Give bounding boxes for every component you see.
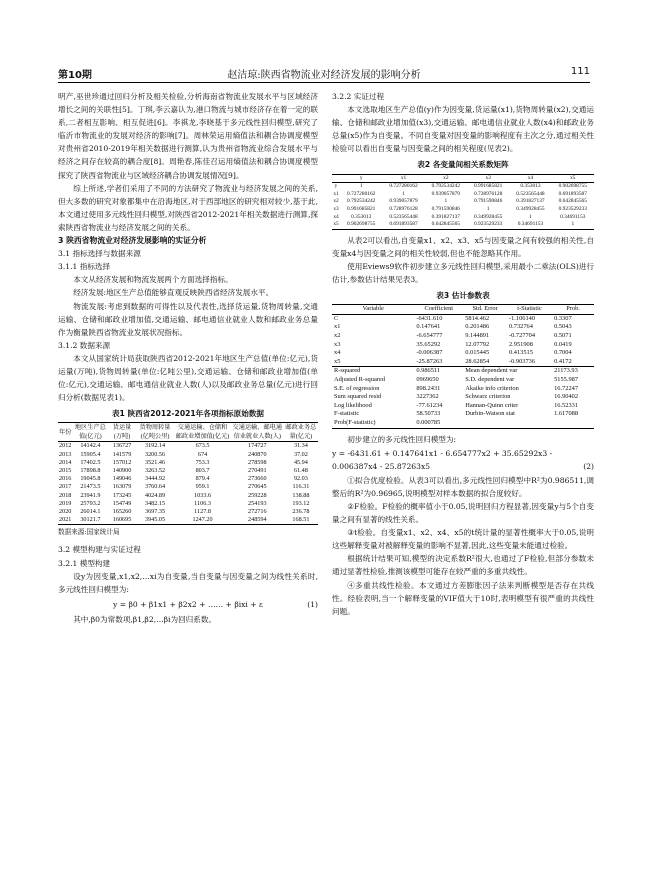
table-header-cell: t-Statistic xyxy=(517,305,542,313)
table-cell: 174727 xyxy=(248,442,267,450)
running-header xyxy=(58,66,590,83)
table-cell: 2016 xyxy=(59,475,72,483)
table-header-cell: x3 xyxy=(485,174,491,181)
table-header-cell: x1 xyxy=(400,174,407,181)
table-cell: 1 xyxy=(486,205,490,212)
stats-row xyxy=(332,376,594,385)
table-row xyxy=(58,492,318,500)
table-header-cell: x4 xyxy=(527,174,534,181)
table-cell: 0.792534242 xyxy=(347,198,376,205)
table-cell: 1033.6 xyxy=(194,491,212,499)
table-row xyxy=(332,323,594,332)
table-cell: 3200.56 xyxy=(144,450,166,458)
table-cell: 17402.5 xyxy=(80,458,101,466)
table-row xyxy=(332,214,594,222)
table-cell: x5 xyxy=(334,357,341,365)
stats-row xyxy=(332,419,594,428)
table-cell: 136727 xyxy=(112,442,132,450)
table-cell: 35.65292 xyxy=(416,340,441,348)
table-cell: 28.62854 xyxy=(465,357,490,365)
table-cell: 45.94 xyxy=(293,458,308,466)
paragraph: ③t检验。自变量x1、x2、x4、x5的t统计量的显著性概率大于0.05,说明这些解释变量对被解释变量的影响不显著,因此,这些变量未能通过检验。 xyxy=(332,528,594,551)
subsubsection-heading: 3.1.2 数据来源 xyxy=(58,340,111,350)
table-cell: 273660 xyxy=(248,475,267,483)
table-cell: 0.902698755 xyxy=(347,221,376,228)
table-header-cell: x5 xyxy=(570,174,576,181)
table-cell: x2 xyxy=(333,198,339,205)
table-header-cell: x2 xyxy=(443,174,449,181)
left-column xyxy=(58,90,318,626)
table-row xyxy=(58,459,318,467)
stats-cell: S.D. dependent var xyxy=(465,375,515,383)
table-source: 数据来源:国家统计局 xyxy=(58,528,120,537)
table-cell: 0.991685821 xyxy=(347,205,376,212)
table-cell: 0.991685821 xyxy=(473,183,503,190)
table-cell: 0.015445 xyxy=(465,349,490,357)
table-cell: 0.7004 xyxy=(554,349,572,357)
table-cell: 0.727280162 xyxy=(389,183,418,190)
table-cell: 21473.5 xyxy=(80,483,101,491)
table-cell: 3444.92 xyxy=(144,475,166,483)
table-cell: 0.3307 xyxy=(554,314,572,322)
table-cell: 240870 xyxy=(248,450,267,458)
stats-cell: 5155.987 xyxy=(554,375,579,383)
stats-cell: Log likelihood xyxy=(334,401,372,409)
table-row xyxy=(58,516,318,525)
table-cell: 2014 xyxy=(59,458,72,466)
subsubsection-heading: 3.2.1 模型构建 xyxy=(58,558,111,568)
running-title: 赵洁琼:陕西省物流业对经济发展的影响分析 xyxy=(227,70,421,81)
paragraph: 本文选取地区生产总值(y)作为因变量,货运量(x1),货物周转量(x2),交通运输、仓储和邮政业增加值(x3),交通运输、邮电通信业就业人数(x4)和邮政业务总量(x5)作为自变量。不同自变量对因变量的影响程度有主次之分,通过相关性检验可以看出自变量与因变量之间的相关程度(见表2)。 xyxy=(332,105,594,154)
equation-line: y = -6431.61 + 0.147641x1 - 6.654777x2 + 35.65292x3 - xyxy=(332,448,553,458)
table-cell: 0.939057879 xyxy=(389,198,418,205)
stats-cell: -77.61234 xyxy=(416,401,443,409)
table-row xyxy=(58,483,318,491)
stats-cell: S.E. of regression xyxy=(334,384,380,392)
table-cell: 0.691893587 xyxy=(558,190,587,197)
table-cell: 2.951908 xyxy=(508,340,533,348)
table-cell: 1247.20 xyxy=(192,516,213,524)
paragraph: 经济发展:地区生产总值能够直观反映陕西省经济发展水平。 xyxy=(73,288,274,298)
table-cell: x1 xyxy=(333,190,339,197)
equation-number: (1) xyxy=(307,599,318,609)
subsubsection-heading: 3.1.1 指标选择 xyxy=(58,262,111,272)
paragraph: 根据统计结果可知,模型的决定系数R²很大,也通过了F检验,但部分参数未通过显著性检验,推测该模型可能存在较严重的多重共线性。 xyxy=(332,554,594,577)
table-row xyxy=(332,183,594,191)
paragraph: 设y为因变量,x1,x2,…xi为自变量,当自变量与因变量之间为线性关系时,多元线性回归模型为: xyxy=(58,571,318,594)
table-cell: -1.106140 xyxy=(508,314,536,322)
table-cell: 19045.8 xyxy=(80,475,101,483)
paragraph: 本文从国家统计局获取陕西省2012-2021年地区生产总值(单位:亿元),货运量(万吨),货物周转量(单位:亿吨公里),交通运输、仓储和邮政业增加值(单位:亿元),交通运输、邮电通信业就业人数(人)以及邮政业务总量(亿元)进行回归分析(数据见表1)。 xyxy=(58,353,318,403)
table-cell: 173245 xyxy=(112,491,132,499)
table-cell: 0.791590846 xyxy=(431,205,460,212)
table-cell: -6431.610 xyxy=(416,314,443,322)
stats-cell: R-squared xyxy=(334,367,361,375)
table-estimates xyxy=(332,304,594,428)
table-cell: 0.923529233 xyxy=(558,205,587,212)
table-header-cell: Variable xyxy=(362,305,384,313)
table-cell: 0.523565448 xyxy=(389,213,418,220)
stats-cell: 16.72247 xyxy=(554,384,579,392)
table-cell: 1 xyxy=(402,190,405,197)
table-cell: -0.903736 xyxy=(508,357,536,365)
stats-cell: F-statistic xyxy=(334,410,360,418)
table-cell: x3 xyxy=(334,340,341,348)
table-row xyxy=(58,475,318,483)
table-cell: x3 xyxy=(333,205,339,212)
table-cell: 0.902698755 xyxy=(558,183,587,190)
stats-cell: Hannan-Quinn criter xyxy=(465,401,519,409)
table-header-cell: 邮政业务总量(亿元) xyxy=(285,424,317,441)
section-heading: 3 陕西省物流业对经济发展影响的实证分析 xyxy=(58,236,207,246)
table-cell: 25793.2 xyxy=(80,499,101,507)
table-cell: 17898.8 xyxy=(80,466,101,474)
equation-text: y = β0 + β1x1 + β2x2 + …… + βixi + ε xyxy=(113,599,263,609)
table-cell: 0.727280162 xyxy=(347,190,376,197)
table-cell: 0.792534242 xyxy=(431,183,460,190)
table-row xyxy=(58,500,318,508)
table-cell: -6.654777 xyxy=(416,331,443,339)
paragraph: 综上所述,学者们采用了不同的方法研究了物流业与经济发展之间的关系,但大多数的研究对象都集中在沿海地区,对于西部地区的研究相对较少,基于此,本文通过使用多元线性回归模型,对陕西省2012-2021年相关数据进行测算,探索陕西省物流业与经济发展之间的关系。 xyxy=(58,183,318,232)
table-cell: 278598 xyxy=(248,458,267,466)
stats-row xyxy=(332,385,594,394)
table-row xyxy=(58,467,318,475)
table-caption: 表3 估计参数表 xyxy=(436,291,490,301)
subsubsection-heading: 3.2.2 实证过程 xyxy=(332,92,385,101)
table-cell: 270491 xyxy=(248,466,267,474)
table-cell: 160695 xyxy=(112,516,132,524)
table-cell: 0.413515 xyxy=(508,349,533,357)
table-cell: 1 xyxy=(529,213,532,220)
table-cell: 3697.35 xyxy=(144,507,166,515)
table-row xyxy=(58,451,318,459)
table-cell: x2 xyxy=(334,331,341,339)
table-cell: 157012 xyxy=(112,458,132,466)
table-cell: 26014.1 xyxy=(80,507,101,515)
table-cell: 2021 xyxy=(59,516,72,524)
table-cell: 959.1 xyxy=(195,483,210,491)
table-row xyxy=(332,221,594,229)
table-cell: 1 xyxy=(444,198,448,205)
table-cell: 270645 xyxy=(248,483,267,491)
table-cell: 1127.8 xyxy=(194,507,211,515)
table-cell: 0.728976128 xyxy=(389,205,418,212)
table-row xyxy=(58,508,318,516)
table-cell: 248594 xyxy=(248,516,267,524)
table-cell: -0.006387 xyxy=(416,349,443,357)
stats-cell: 21173.93 xyxy=(554,367,578,375)
stats-cell: 0969650 xyxy=(416,375,439,383)
table-cell: 1106.3 xyxy=(194,499,211,507)
table-cell: 236.78 xyxy=(292,507,310,515)
table-cell: 4024.89 xyxy=(144,491,166,499)
table-cell: 674 xyxy=(197,450,208,458)
table-cell: x4 xyxy=(334,349,341,357)
table-cell: 0.939057879 xyxy=(431,190,460,197)
stats-cell: 1.617088 xyxy=(554,410,579,418)
table-cell: -0.727704 xyxy=(508,331,536,339)
table-cell: 141579 xyxy=(112,450,132,458)
table-cell: 259228 xyxy=(248,491,267,499)
equation-line: 0.006387x4 - 25.87263x5 xyxy=(332,461,431,471)
stats-cell: 16.52331 xyxy=(554,401,579,409)
subsection-heading: 3.1 指标选择与数据来源 xyxy=(58,249,141,259)
table-caption: 表1 陕西省2012-2021年各项指标原始数据 xyxy=(111,409,265,419)
table-cell: 0.391827137 xyxy=(516,198,545,205)
table-row xyxy=(332,332,594,341)
stats-cell: Mean dependent var xyxy=(465,367,518,375)
table-header-cell: Coefficient xyxy=(424,305,454,313)
table-cell: 803.7 xyxy=(195,466,210,474)
table-cell: 0.353013 xyxy=(520,183,541,190)
table-cell: 1 xyxy=(571,221,575,228)
table-cell: x1 xyxy=(334,323,341,331)
table-cell: 254193 xyxy=(248,499,267,507)
table-cell: 0.732764 xyxy=(508,323,533,331)
table-header-cell: 货物周转量(亿吨公里) xyxy=(139,424,171,441)
table-cell: 2012 xyxy=(59,442,72,450)
table-header-cell xyxy=(332,174,340,183)
issue-label: 第10期 xyxy=(58,70,92,81)
table-cell: 0.34691153 xyxy=(560,213,586,220)
table-cell: 2013 xyxy=(59,450,72,458)
table-cell: x5 xyxy=(333,221,339,228)
table-cell: 140900 xyxy=(112,466,132,474)
table-cell: 30121.7 xyxy=(80,516,101,524)
paragraph: ④多重共线性检验。本文通过方差膨胀因子法来判断模型是否存在共线性。经验表明,当一个解释变量的VIF值大于10时,表明模型有很严重的共线性问题。 xyxy=(332,580,594,616)
stats-cell: Adjusted R-squared xyxy=(334,375,385,383)
table-cell: 116.31 xyxy=(292,483,310,491)
table-caption: 表2 各变量间相关系数矩阵 xyxy=(417,160,509,170)
table-cell: 15905.4 xyxy=(80,450,101,458)
table-header-cell: y xyxy=(359,174,363,181)
table-cell: 9.144891 xyxy=(465,331,490,339)
stats-cell: 58.50733 xyxy=(416,410,441,418)
table-row xyxy=(332,358,594,367)
table-cell: 0.728976128 xyxy=(473,190,503,197)
table-header-cell: 交通运输、邮电通信业就业人数(人) xyxy=(232,424,283,441)
equation-line-2 xyxy=(332,460,594,473)
table-cell: 0.391827137 xyxy=(431,213,460,220)
table-cell: 193.12 xyxy=(292,499,310,507)
stats-cell: 898.2431 xyxy=(416,384,441,392)
stats-row xyxy=(332,402,594,411)
table-cell: 0.353013 xyxy=(351,213,372,220)
table-row xyxy=(58,442,318,451)
table-cell: 0.523565448 xyxy=(516,190,545,197)
table-row xyxy=(332,198,594,206)
table-cell: 2020 xyxy=(59,507,72,515)
page-number: 111 xyxy=(570,66,590,77)
stats-cell xyxy=(463,419,552,428)
table-cell: -25.87263 xyxy=(416,357,443,365)
table-row xyxy=(332,349,594,358)
table-header-cell: Std. Error xyxy=(472,305,498,313)
table-cell: 2015 xyxy=(59,466,72,474)
table-header-cell: Prob. xyxy=(566,305,580,313)
stats-cell: 3227362 xyxy=(416,393,439,401)
table-cell: 2017 xyxy=(59,483,72,491)
table-row xyxy=(332,206,594,214)
table-cell: 14142.4 xyxy=(80,442,101,450)
stats-cell: Durbin-Watson stat xyxy=(465,410,515,418)
table-cell: 2019 xyxy=(59,499,72,507)
table-cell: 168.51 xyxy=(292,516,310,524)
equation-2 xyxy=(332,447,594,473)
paragraph: ①拟合优度检验。从表3可以看出,多元线性回归模型中R²为0.986511,调整后的R²为0.96965,说明模型对样本数据的拟合度较好。 xyxy=(332,475,594,498)
right-column xyxy=(332,90,594,618)
table-cell: 61.48 xyxy=(293,466,308,474)
table-cell: y xyxy=(334,183,338,190)
stats-cell: 0.000785 xyxy=(416,418,441,426)
paragraph: 本文从经济发展和物流发展两个方面选择指标。 xyxy=(73,275,233,285)
table-cell: 0.4172 xyxy=(554,357,572,365)
table-cell: 0.691893587 xyxy=(389,221,418,228)
stats-cell xyxy=(552,419,594,428)
paragraph: 明产,巫世珍通过回归分析及相关检验,分析海南省物流业发展水平与区域经济增长之间的关联性[5]。丁琪,李云嘉认为,港口物流与城市经济存在着一定的联系,二者相互影响、相互促进[6]。李祺龙,李晓基于多元线性回归模型,研究了临沂市物流业的发展对经济的影响[7]。周林荣运用熵值法和耦合协调度模型对贵州省2010-2019年相关数据进行测算,认为贵州省物流业综合发展水平与经济之间存在较高的耦合度[8]。周艳春,陈佳召运用熵值法和耦合协调度模型探究了陕西省物流业与区域经济耦合协调发展情况[9]。 xyxy=(58,92,318,180)
table-cell: 673.5 xyxy=(195,442,210,450)
table-header-cell: 货运量(万吨) xyxy=(112,424,132,441)
table-cell: 92.03 xyxy=(293,475,308,483)
table-correlation xyxy=(332,174,594,230)
paragraph: ②F检验。F检验的概率值小于0.05,说明回归方程显著,因变量y与5个自变量之间有显著的线性关系。 xyxy=(332,501,594,525)
table-row xyxy=(332,341,594,350)
table-cell: 0.349928455 xyxy=(473,213,503,220)
table-cell: 272716 xyxy=(248,507,267,515)
table-cell: 165260 xyxy=(112,507,132,515)
paragraph: 物流发展:考虑到数据的可得性以及代表性,选择货运量,货物周转量,交通运输、仓储和邮政业增加值,交通运输、邮电通信业就业人数和邮政业务总量作为衡量陕西省物流业发展状况指标。 xyxy=(58,301,318,337)
table-cell: 5814.462 xyxy=(465,314,490,322)
table-cell: 0.147641 xyxy=(416,323,441,331)
table-row xyxy=(332,314,594,323)
stats-cell: 16.90402 xyxy=(554,393,579,401)
table-row xyxy=(332,191,594,199)
stats-row xyxy=(332,410,594,419)
table-cell: 3192.14 xyxy=(144,442,166,450)
table-cell: 0.642845565 xyxy=(558,198,587,205)
paragraph: 初步建立的多元线性回归模型为: xyxy=(347,434,457,444)
table-header-cell: 年份 xyxy=(59,428,72,436)
table-indicators xyxy=(58,422,318,525)
stats-cell: Sum squared resid xyxy=(334,393,382,401)
table-cell: 149046 xyxy=(112,475,132,483)
stats-cell: Akaike info criterion xyxy=(465,384,519,392)
stats-cell: Schwarz criterion xyxy=(465,393,511,401)
table-cell: 3482.15 xyxy=(144,499,166,507)
table-cell: 0.349928455 xyxy=(516,205,545,212)
paragraph: 从表2可以看出,自变量x1、x2、x3、x5与因变量之间有较强的相关性,自变量x4与因变量之间的相关性较弱,但也不能忽略其作用。 xyxy=(332,235,594,258)
table-cell: 753.3 xyxy=(195,458,210,466)
table-cell: C xyxy=(334,314,339,322)
table-cell: 0.201486 xyxy=(465,323,490,331)
table-cell: 0.34691153 xyxy=(517,221,544,228)
table-cell: 0.923529233 xyxy=(473,221,503,228)
table-cell: 3263.52 xyxy=(144,466,166,474)
table-cell: 163079 xyxy=(112,483,132,491)
stats-row xyxy=(332,393,594,402)
table-cell: 12.07792 xyxy=(465,340,490,348)
table-cell: 23941.9 xyxy=(80,491,101,499)
paragraph: 使用Eviews9软件初步建立多元线性回归模型,采用最小二乘法(OLS)进行估计,参数估计结果见表3。 xyxy=(332,261,594,284)
table-cell: 879.4 xyxy=(195,475,210,483)
subsection-heading: 3.2 模型构建与实证过程 xyxy=(58,545,141,555)
table-cell: 3945.05 xyxy=(144,516,166,524)
table-cell: 0.5071 xyxy=(554,331,572,339)
table-cell: 1 xyxy=(359,183,363,190)
equation-number: (2) xyxy=(583,461,594,471)
table-cell: 138.88 xyxy=(292,491,310,499)
table-cell: 3521.46 xyxy=(144,458,166,466)
stats-cell: Prob(F-statistic) xyxy=(334,418,376,426)
stats-cell: 0.986511 xyxy=(416,367,441,375)
table-cell: 37.02 xyxy=(293,450,308,458)
paragraph: 其中,β0为常数项,β1,β2,…βi为回归系数。 xyxy=(73,614,217,624)
table-cell: 0.791590846 xyxy=(473,198,503,205)
table-cell: 0.642845565 xyxy=(431,221,460,228)
table-cell: 0.5043 xyxy=(554,323,572,331)
stats-row xyxy=(332,367,594,376)
table-header-cell: 地区生产总值(亿元) xyxy=(74,424,106,441)
table-cell: x4 xyxy=(333,213,339,220)
table-cell: 0.0419 xyxy=(554,340,572,348)
table-header-cell: 交通运输、仓储和邮政业增加值(亿元) xyxy=(175,424,230,441)
table-cell: 2018 xyxy=(59,491,72,499)
table-cell: 154749 xyxy=(112,499,132,507)
table-cell: 3760.64 xyxy=(144,483,166,491)
equation-1 xyxy=(58,598,318,611)
table-cell: 31.34 xyxy=(293,442,308,450)
